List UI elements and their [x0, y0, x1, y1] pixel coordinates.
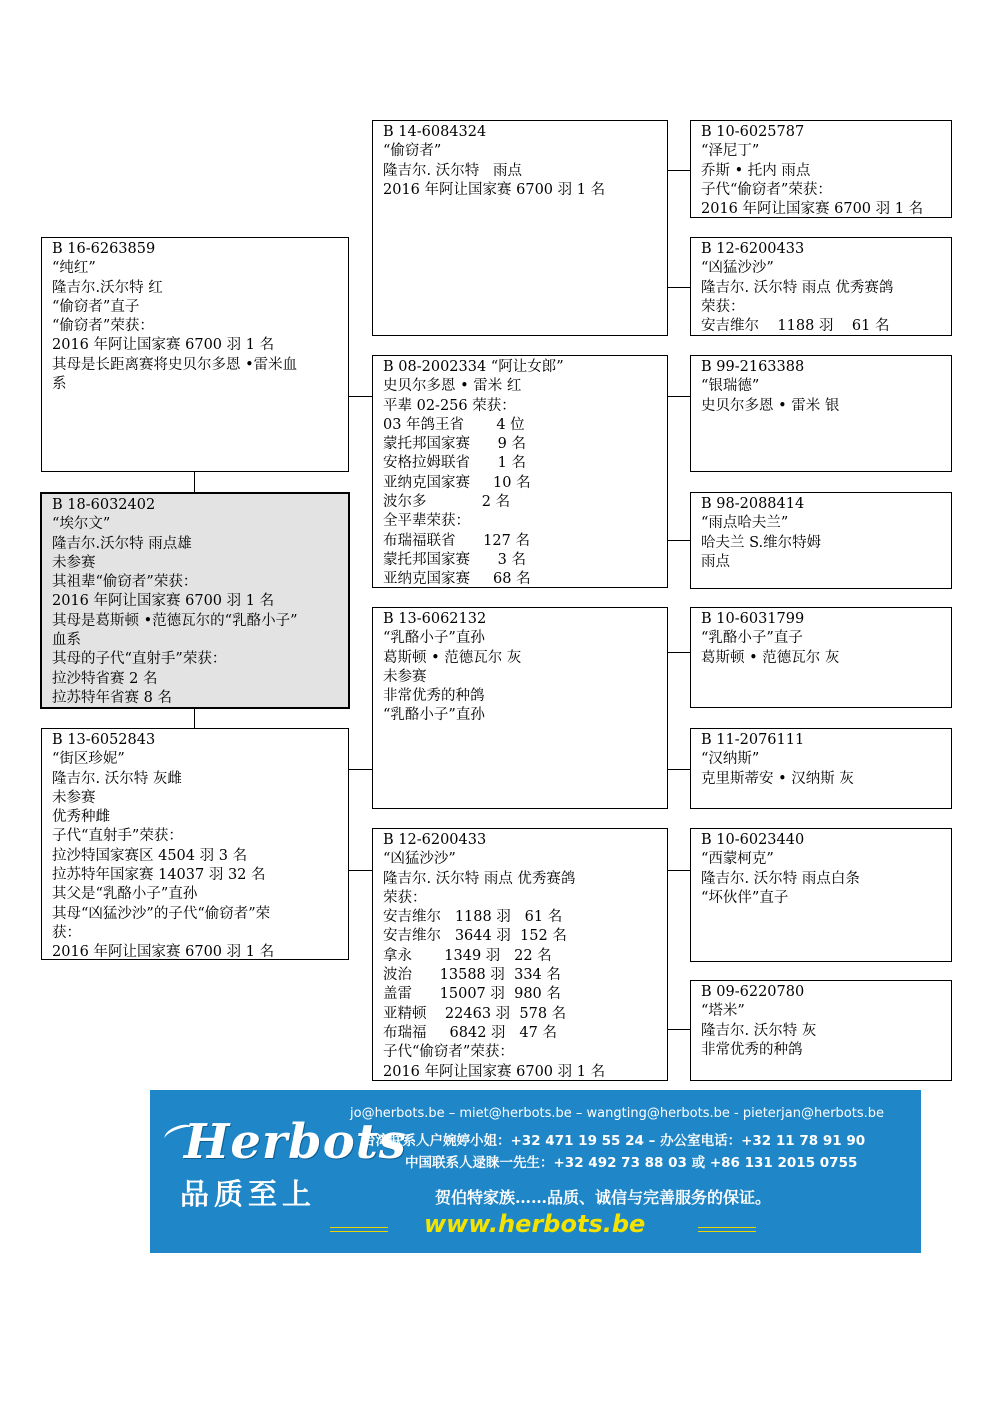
- pedigree-line: 雨点: [701, 553, 730, 570]
- connector-line: [348, 870, 372, 871]
- pedigree-line: “乳酪小子”直孙: [383, 630, 485, 647]
- pedigree-line: 克里斯蒂安 • 汉纳斯 灰: [701, 770, 854, 787]
- pedigree-line: 其母是长距离赛将史贝尔多恩 •雷米血: [52, 356, 298, 373]
- banner-emails[interactable]: jo@herbots.be – miet@herbots.be – wangting@herbots.be - pieterjan@herbots.be: [350, 1106, 884, 1121]
- subject-box: [40, 492, 350, 709]
- pedigree-line: 蒙托邦国家赛 9 名: [383, 436, 526, 453]
- pedigree-line: B 12-6200433: [383, 832, 487, 848]
- dd-dam-box: [690, 980, 952, 1081]
- pedigree-line: “泽尼丁”: [701, 143, 760, 160]
- pedigree-line: “偷窃者”: [383, 143, 442, 160]
- pedigree-line: 未参赛: [52, 554, 96, 571]
- pedigree-line: “乳酪小子”直孙: [383, 707, 485, 724]
- pedigree-line: 安吉维尔 3644 羽 152 名: [383, 928, 567, 945]
- pedigree-line: 隆吉尔. 沃尔特 雨点 优秀赛鸽: [383, 870, 576, 887]
- pedigree-line: 2016 年阿让国家赛 6700 羽 1 名: [383, 1063, 606, 1080]
- connector-line: [194, 708, 195, 729]
- pedigree-line: “银瑞德”: [701, 378, 760, 395]
- pedigree-line: 子代“偷窃者”荣获：: [701, 181, 832, 198]
- sd-dam-box: [690, 492, 952, 589]
- pedigree-line: B 13-6062132: [383, 611, 487, 627]
- pedigree-line: 亚纳克国家赛 10 名: [383, 474, 531, 491]
- pedigree-line: 拉沙特国家赛区 4504 羽 3 名: [52, 847, 248, 864]
- pedigree-line: B 16-6263859: [52, 241, 156, 257]
- pedigree-line: 亚精顿 22463 羽 578 名: [383, 1005, 567, 1022]
- pedigree-line: 未参赛: [383, 668, 427, 685]
- pedigree-line: B 11-2076111: [701, 732, 805, 748]
- connector-line: [667, 540, 690, 541]
- pedigree-line: B 09-6220780: [701, 984, 805, 1000]
- pedigree-line: 优秀种雌: [52, 809, 110, 826]
- pedigree-line: B 99-2163388: [701, 359, 805, 375]
- pedigree-line: 平辈 02-256 荣获：: [383, 397, 516, 414]
- pedigree-line: B 18-6032402: [52, 497, 156, 513]
- pedigree-line: “塔米”: [701, 1003, 745, 1020]
- pedigree-line: “凶猛沙沙”: [383, 851, 456, 868]
- pedigree-line: “偷窃者”直子: [52, 298, 140, 315]
- pedigree-line: B 14-6084324: [383, 124, 487, 140]
- pedigree-line: 其母“凶猛沙沙”的子代“偷窃者”荣: [52, 905, 271, 922]
- connector-line: [667, 287, 690, 288]
- connector-line: [667, 769, 690, 770]
- pedigree-line: 拉苏特年省赛 8 名: [52, 689, 172, 706]
- pedigree-line: 系: [52, 376, 67, 393]
- pedigree-line: 2016 年阿让国家赛 6700 羽 1 名: [701, 201, 924, 218]
- pedigree-line: “坏伙伴”直子: [701, 889, 789, 906]
- dam-dam-box: [372, 828, 668, 1081]
- connector-line: [667, 170, 690, 171]
- herbots-logo: Herbots: [184, 1114, 407, 1170]
- pedigree-line: “乳酪小子”直子: [701, 630, 803, 647]
- pedigree-line: 拉苏特年国家赛 14037 羽 32 名: [52, 867, 266, 884]
- sire-dam-box: [372, 355, 668, 588]
- pedigree-line: 2016 年阿让国家赛 6700 羽 1 名: [52, 337, 275, 354]
- pedigree-line: 隆吉尔. 沃尔特 灰雌: [52, 770, 182, 787]
- connector-line: [667, 652, 690, 653]
- dam-sire-box: [372, 607, 668, 809]
- connector-line: [667, 396, 690, 397]
- connector-line: [667, 1029, 690, 1030]
- pedigree-line: “偷窃者”荣获：: [52, 318, 154, 335]
- pedigree-line: 子代“偷窃者”荣获：: [383, 1044, 514, 1061]
- pedigree-line: 2016 年阿让国家赛 6700 羽 1 名: [383, 181, 606, 198]
- pedigree-line: 获：: [52, 924, 81, 941]
- connector-line: [348, 396, 372, 397]
- pedigree-line: “西蒙柯克”: [701, 851, 774, 868]
- pedigree-line: 子代“直射手”荣获：: [52, 828, 183, 845]
- banner-rule-left: [330, 1227, 388, 1232]
- ss-dam-box: [690, 237, 952, 336]
- ss-sire-box: [690, 120, 952, 218]
- pedigree-line: B 10-6023440: [701, 832, 805, 848]
- banner-tagline: 贺伯特家族……品质、诚信与完善服务的保证。: [435, 1188, 772, 1207]
- pedigree-line: 隆吉尔. 沃尔特 雨点白条: [701, 870, 860, 887]
- pedigree-line: 乔斯 • 托内 雨点: [701, 162, 811, 179]
- pedigree-line: B 12-6200433: [701, 241, 805, 257]
- pedigree-line: 非常优秀的种鸽: [383, 688, 485, 705]
- pedigree-line: “汉纳斯”: [701, 751, 760, 768]
- pedigree-line: 安吉维尔 1188 羽 61 名: [701, 318, 890, 335]
- banner-rule-right: [698, 1227, 756, 1232]
- pedigree-line: 全平辈荣获：: [383, 513, 470, 530]
- pedigree-line: 隆吉尔. 沃尔特 灰: [701, 1022, 817, 1039]
- pedigree-line: 哈夫兰 S.维尔特姆: [701, 534, 822, 551]
- dd-sire-box: [690, 828, 952, 962]
- pedigree-line: 史贝尔多恩 • 雷米 银: [701, 397, 840, 414]
- pedigree-line: 波治 13588 羽 334 名: [383, 967, 561, 984]
- pedigree-line: B 10-6025787: [701, 124, 805, 140]
- pedigree-line: 布瑞福 6842 羽 47 名: [383, 1024, 557, 1041]
- pedigree-line: 隆吉尔. 沃尔特 雨点: [383, 162, 523, 179]
- ds-dam-box: [690, 728, 952, 809]
- banner-taiwan-contact: 台湾联系人户婉婷小姐：+32 471 19 55 24 – 办公室电话：+32 11 78 91 90: [362, 1133, 866, 1149]
- pedigree-line: “街区珍妮”: [52, 751, 125, 768]
- connector-line: [667, 870, 690, 871]
- banner-slogan: 品质至上: [180, 1177, 317, 1211]
- pedigree-line: B 10-6031799: [701, 611, 805, 627]
- pedigree-line: 2016 年阿让国家赛 6700 羽 1 名: [52, 593, 275, 610]
- pedigree-line: B 08-2002334 “阿让女郎”: [383, 359, 564, 375]
- pedigree-line: B 98-2088414: [701, 496, 805, 512]
- pedigree-line: 波尔多 2 名: [383, 494, 511, 511]
- pedigree-line: “纯红”: [52, 260, 96, 277]
- sd-sire-box: [690, 355, 952, 472]
- pedigree-line: 隆吉尔.沃尔特 雨点雄: [52, 535, 192, 552]
- pedigree-line: 亚纳克国家赛 68 名: [383, 571, 531, 588]
- pedigree-line: 其母是葛斯顿 •范德瓦尔的“乳酪小子”: [52, 612, 298, 629]
- pedigree-line: 蒙托邦国家赛 3 名: [383, 551, 526, 568]
- pedigree-line: 其母的子代“直射手”荣获：: [52, 651, 227, 668]
- pedigree-line: 荣获：: [701, 298, 745, 315]
- pedigree-line: 葛斯顿 • 范德瓦尔 灰: [701, 649, 840, 666]
- banner-china-contact: 中国联系人逯睐一先生：+32 492 73 88 03 或 +86 131 2015 0755: [405, 1155, 858, 1171]
- pedigree-line: “雨点哈夫兰”: [701, 515, 789, 532]
- pedigree-line: 03 年鸽王省 4 位: [383, 416, 525, 433]
- sire-sire-box: [372, 120, 668, 336]
- pedigree-line: 非常优秀的种鸽: [701, 1041, 803, 1058]
- pedigree-line: 2016 年阿让国家赛 6700 羽 1 名: [52, 944, 275, 960]
- pedigree-line: 安格拉姆联省 1 名: [383, 455, 526, 472]
- ds-sire-box: [690, 607, 952, 708]
- herbots-banner: [150, 1090, 921, 1253]
- pedigree-line: 其父是“乳酪小子”直孙: [52, 886, 198, 903]
- pedigree-line: 未参赛: [52, 789, 96, 806]
- pedigree-line: 荣获：: [383, 889, 427, 906]
- pedigree-line: B 13-6052843: [52, 732, 156, 748]
- banner-url[interactable]: www.herbots.be: [424, 1210, 646, 1238]
- pedigree-line: 葛斯顿 • 范德瓦尔 灰: [383, 649, 522, 666]
- pedigree-line: 隆吉尔.沃尔特 红: [52, 279, 163, 296]
- connector-line: [348, 769, 372, 770]
- pedigree-line: 布瑞福联省 127 名: [383, 532, 530, 549]
- pedigree-line: 盖雷 15007 羽 980 名: [383, 986, 561, 1003]
- pedigree-line: 隆吉尔. 沃尔特 雨点 优秀赛鸽: [701, 279, 894, 296]
- pedigree-line: 血系: [52, 632, 81, 649]
- connector-line: [194, 471, 195, 493]
- pedigree-line: 其祖辈“偷窃者”荣获：: [52, 574, 198, 591]
- pedigree-line: 拿永 1349 羽 22 名: [383, 947, 552, 964]
- dam-box: [41, 728, 349, 960]
- sire-box: [41, 237, 349, 472]
- pedigree-line: 拉沙特省赛 2 名: [52, 670, 158, 687]
- pedigree-line: “凶猛沙沙”: [701, 260, 774, 277]
- pedigree-line: “埃尔文”: [52, 516, 111, 533]
- pedigree-line: 安吉维尔 1188 羽 61 名: [383, 909, 563, 926]
- pedigree-line: 史贝尔多恩 • 雷米 红: [383, 378, 522, 395]
